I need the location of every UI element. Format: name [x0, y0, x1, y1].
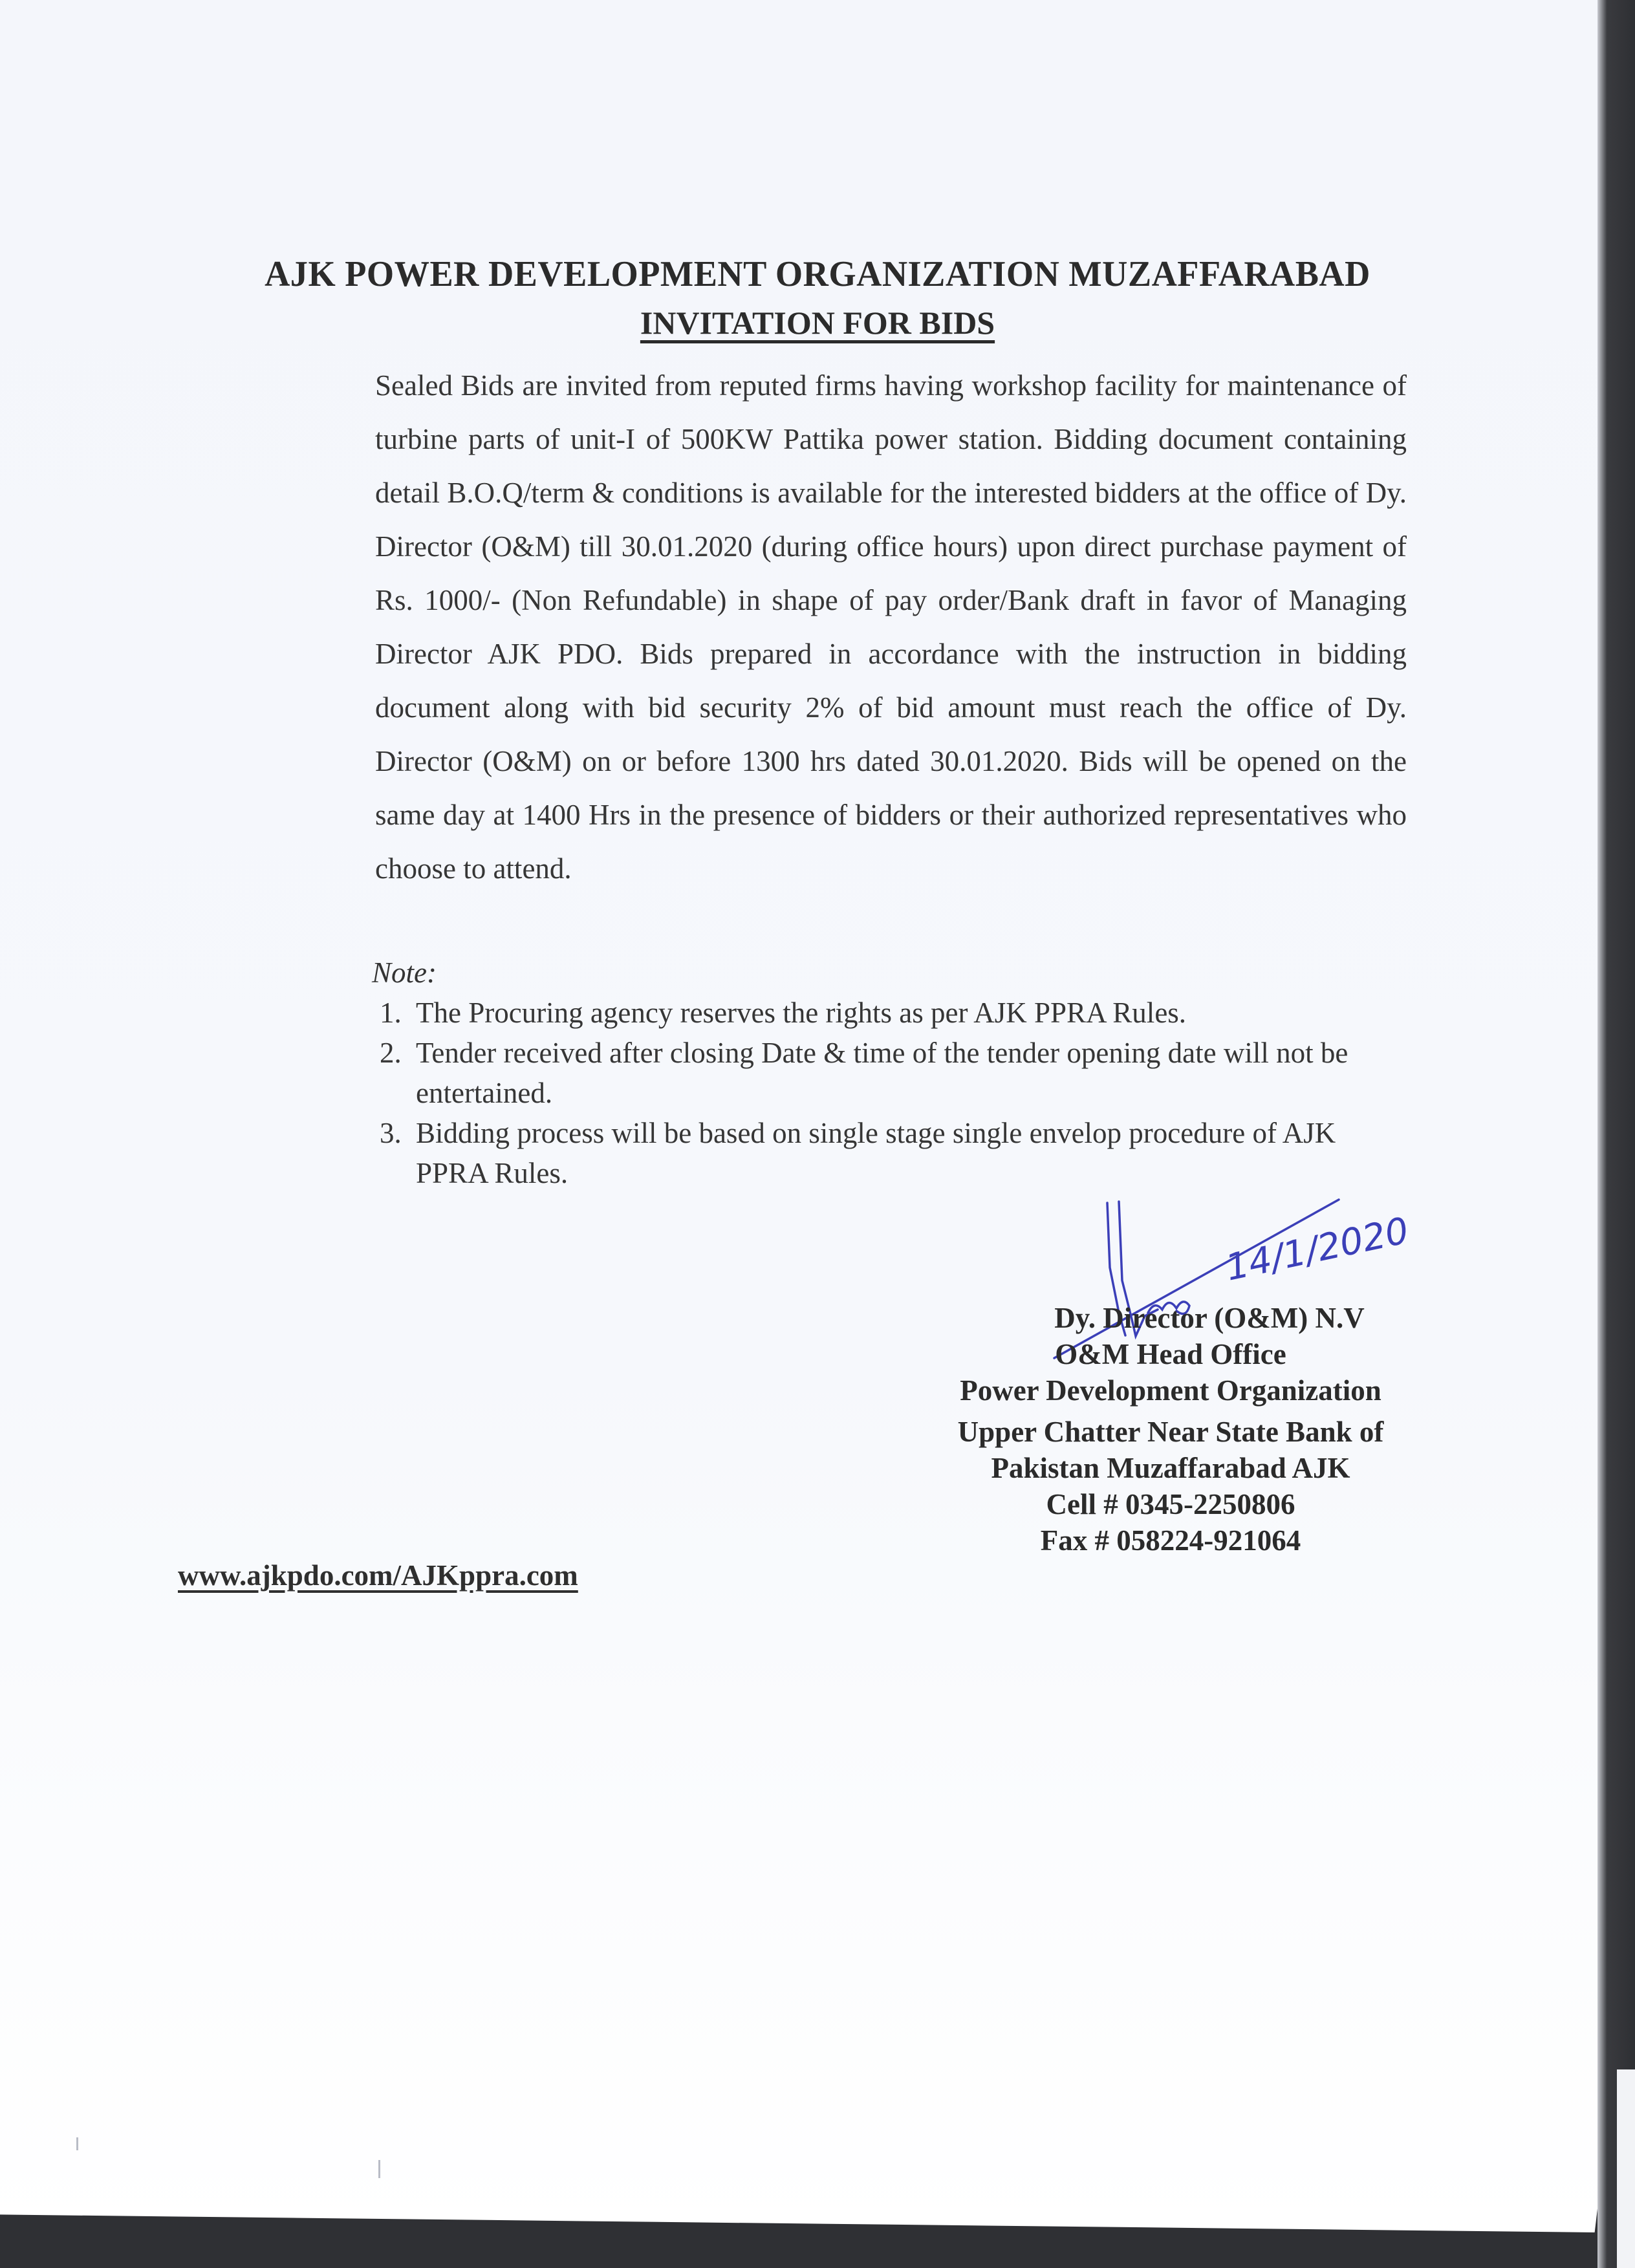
signature-date: 14/1/2020 — [1222, 1209, 1413, 1290]
signatory-cell: Cell # 0345-2250806 — [1046, 1488, 1295, 1520]
signatory-address-line2: Pakistan Muzaffarabad AJK — [991, 1452, 1350, 1484]
signatory-designation: Dy. Director (O&M) N.V — [1054, 1302, 1365, 1334]
note-text: Tender received after closing Date & time of the tender opening date will not be entertained. — [416, 1037, 1348, 1109]
note-text: Bidding process will be based on single stage single envelop procedure of AJK PPRA Rules. — [416, 1117, 1336, 1189]
scan-speck — [378, 2160, 380, 2178]
organization-title: AJK POWER DEVELOPMENT ORGANIZATION MUZAFFARABAD — [265, 254, 1370, 294]
bid-invitation-paragraph: Sealed Bids are invited from reputed firms having workshop facility for maintenance of turbine parts of unit-I of 500KW Pattika power station. Bidding document containing detail B.O.Q/term & conditions is available for the interested bidders at the office of Dy. Director (O&M) till 30.01.2020 (during office hours) upon direct purchase payment of Rs. 1000/- (Non Refundable) in shape of pay order/Bank draft in favor of Managing Director AJK PDO. Bids prepared in accordance with the instruction in bidding document along with bid security 2% of bid amount must reach the office of Dy. Director (O&M) on or before 1300 hrs dated 30.01.2020. Bids will be opened on the same day at 1400 Hrs in the presence of bidders or their authorized representatives who choose to attend. — [375, 369, 1407, 885]
note-item — [372, 993, 1407, 1033]
website-link[interactable]: www.ajkpdo.com/AJKppra.com — [178, 1559, 578, 1592]
signatory-address-line1: Upper Chatter Near State Bank of — [957, 1416, 1384, 1448]
scan-speck — [76, 2137, 78, 2150]
note-number: 3. — [380, 1117, 402, 1149]
notes-list — [372, 993, 1407, 1193]
note-label: Note: — [372, 956, 437, 989]
page-corner — [1617, 2069, 1635, 2268]
signatory-fax: Fax # 058224-921064 — [1040, 1524, 1301, 1557]
signatory-office: O&M Head Office — [1055, 1338, 1286, 1370]
heading-text: INVITATION FOR BIDS — [640, 305, 995, 341]
note-item — [372, 1113, 1407, 1193]
note-number: 2. — [380, 1037, 402, 1069]
signatory-organization: Power Development Organization — [960, 1374, 1381, 1407]
signatory-block — [925, 1300, 1416, 1559]
note-item — [372, 1033, 1407, 1113]
note-number: 1. — [380, 997, 402, 1029]
note-text: The Procuring agency reserves the rights as per AJK PPRA Rules. — [416, 997, 1187, 1029]
document-heading — [0, 304, 1635, 341]
